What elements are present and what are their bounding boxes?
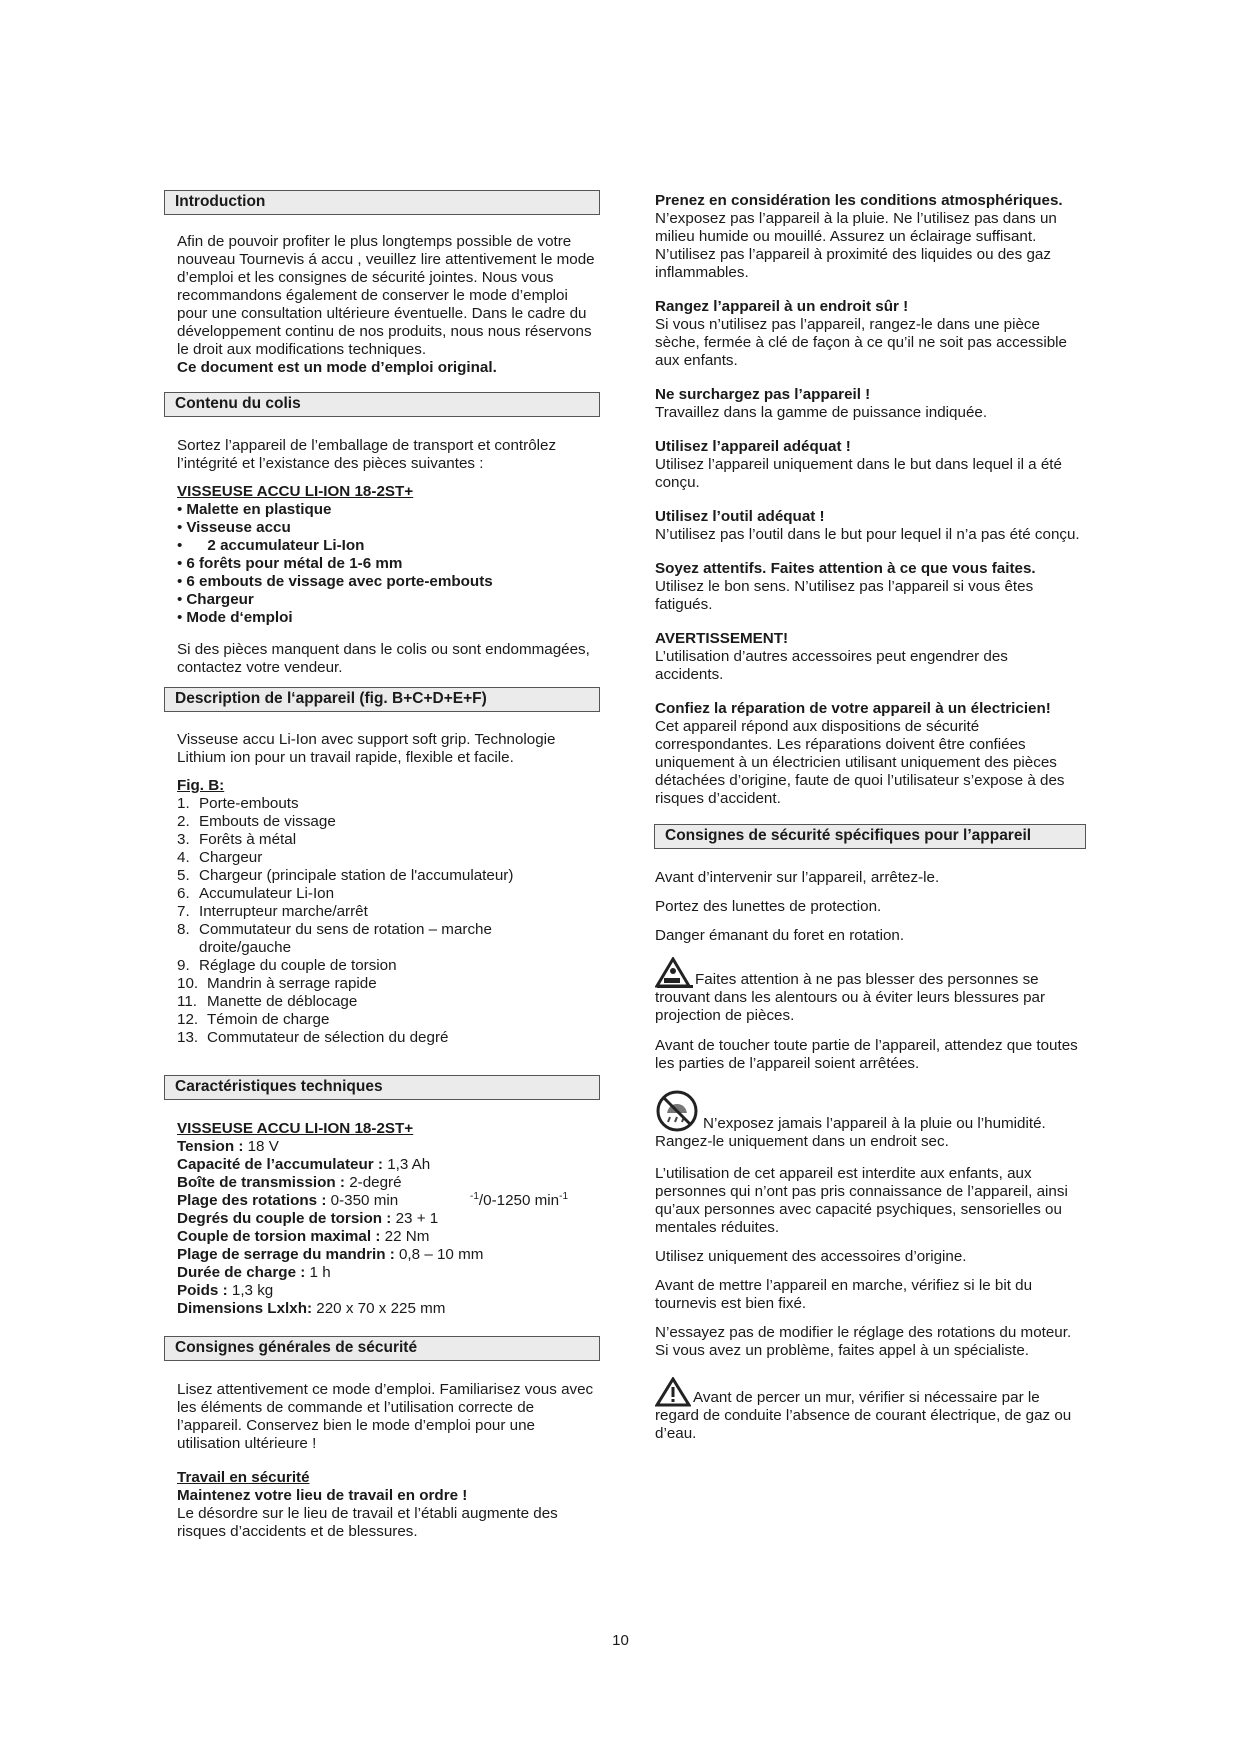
spec-row: Durée de charge : 1 h xyxy=(177,1264,331,1281)
safety-paragraph: AVERTISSEMENT! L’utilisation d’autres accessoires peut engendrer des accidents. xyxy=(655,630,1008,683)
safety-paragraph: Confiez la réparation de votre appareil à un électricien! Cet appareil répond aux dispositions de sécurité correspondantes. Les réparations doivent être confiées uniquement à un électricien utilisant uniquement des pièces détachées d’origine, faute de quoi l’utilisateur s’expose à des risques d’accident. xyxy=(655,700,1065,807)
specific-text: Avant de toucher toute partie de l’appareil, attendez que toutes les parties de l’appareil soient arrêtées. xyxy=(655,1037,1078,1072)
list-item: • 6 embouts de vissage avec porte-embouts xyxy=(177,573,600,591)
section-heading-general-safety: Consignes générales de sécurité xyxy=(164,1336,600,1361)
safe-work-text: Le désordre sur le lieu de travail et l’établi augmente des risques d’accidents et de blessures. xyxy=(177,1505,558,1540)
rotation-range-2: $^{-1}$/0-1250 $\min^{-1}$ xyxy=(470,1190,569,1209)
safe-work-subheading: Travail en sécurité xyxy=(177,1469,310,1486)
safe-work-bold: Maintenez votre lieu de travail en ordre ! xyxy=(177,1487,468,1504)
list-item: • Visseuse accu xyxy=(177,519,600,537)
spec-row: Poids : 1,3 kg xyxy=(177,1282,274,1299)
list-item: 1. Porte-embouts xyxy=(177,795,299,812)
safety-paragraph: Prenez en considération les conditions atmosphériques. N’exposez pas l’appareil à la pluie. Ne l’utilisez pas dans un milieu humide ou mouillé. Assurez un éclairage suffisant. N’utilisez pas l’appareil à proximité des liquides ou des gaz inflammables. xyxy=(655,192,1063,281)
list-item: • Chargeur xyxy=(177,591,600,609)
contents-product: VISSEUSE ACCU LI-ION 18-2ST+ xyxy=(177,483,414,500)
list-item: 4. Chargeur xyxy=(177,849,263,866)
specs-product: VISSEUSE ACCU LI-ION 18-2ST+ xyxy=(177,1120,414,1137)
figure-label: Fig. B: xyxy=(177,777,225,794)
list-item: 6. Accumulateur Li-Ion xyxy=(177,885,335,902)
general-safety-text: Lisez attentivement ce mode d’emploi. Familiarisez vous avec les éléments de commande et l’utilisation correcte de l’appareil. Conservez bien le mode d’emploi pour une utilisation ultérieure ! xyxy=(177,1381,594,1452)
list-item: 5. Chargeur (principale station de l'accumulateur) xyxy=(177,867,514,884)
safety-paragraph: Ne surchargez pas l’appareil ! Travaillez dans la gamme de puissance indiquée. xyxy=(655,386,988,421)
specific-text: L’utilisation de cet appareil est interdite aux enfants, aux personnes qui n’ont pas pris connaissance de l’appareil, ainsi qu’aux personnes avec capacité psychiques, sensorielles ou mentales réduites. xyxy=(655,1165,1068,1236)
list-item: 3. Forêts à métal xyxy=(177,831,297,848)
intro-text: Afin de pouvoir profiter le plus longtemps possible de votre nouveau Tournevis á accu , veuillez lire attentivement le mode d’emploi et les consignes de sécurité jointes. Nous vous recommandons également de conserver le mode d’emploi pour une consultation ultérieure éventuelle. Dans le cadre du développement continu de nos produits, nous nous réservons le droit aux modifications techniques. xyxy=(177,233,595,358)
spec-row: Couple de torsion maximal : 22 Nm xyxy=(177,1228,430,1245)
intro-bold-note: Ce document est un mode d’emploi original. xyxy=(177,359,497,376)
list-item: 2. Embouts de vissage xyxy=(177,813,336,830)
spec-row: Plage des rotations : 0-350 min $^{-1}$/0-1250 $\min^{-1}$ xyxy=(177,1190,569,1209)
spec-row: Dimensions Lxlxh: 220 x 70 x 225 mm xyxy=(177,1300,446,1317)
list-item: 10. Mandrin à serrage rapide xyxy=(177,975,377,992)
specific-safety-block xyxy=(655,869,1080,1443)
general-safety-block xyxy=(165,1381,600,1541)
list-item: 12. Témoin de charge xyxy=(177,1011,330,1028)
flying-debris-warning-icon xyxy=(655,957,695,989)
no-rain-icon xyxy=(655,1089,699,1133)
section-heading-introduction: Introduction xyxy=(164,190,600,215)
description-text: Visseuse accu Li-Ion avec support soft grip. Technologie Lithium ion pour un travail rapide, flexible et facile. xyxy=(177,731,556,766)
section-heading-contents: Contenu du colis xyxy=(164,392,600,417)
spec-row: Capacité de l’accumulateur : 1,3 Ah xyxy=(177,1156,431,1173)
safety-paragraph: Soyez attentifs. Faites attention à ce que vous faites. Utilisez le bon sens. N’utilisez pas l’appareil si vous êtes fatigués. xyxy=(655,560,1036,613)
specific-text-with-icon: N’exposez jamais l’appareil à la pluie ou l’humidité. Rangez-le uniquement dans un endroit sec. xyxy=(655,1089,1080,1151)
section-heading-specific-safety: Consignes de sécurité spécifiques pour l’appareil xyxy=(654,824,1086,849)
section-heading-description: Description de l‘appareil (fig. B+C+D+E+F) xyxy=(164,687,600,712)
list-item: 11. Manette de déblocage xyxy=(177,993,358,1010)
spec-row: Plage de serrage du mandrin : 0,8 – 10 mm xyxy=(177,1246,484,1263)
specific-text: Danger émanant du foret en rotation. xyxy=(655,927,905,944)
list-item: 9. Réglage du couple de torsion xyxy=(177,957,397,974)
list-item: 13. Commutateur de sélection du degré xyxy=(177,1029,449,1046)
description-block xyxy=(165,731,600,1047)
specific-text-with-icon: Avant de percer un mur, vérifier si nécessaire par le regard de conduite l’absence de courant électrique, de gaz ou d’eau. xyxy=(655,1377,1080,1443)
spec-row: Boîte de transmission : 2-degré xyxy=(177,1174,402,1191)
parts-list xyxy=(177,795,600,1047)
safety-paragraph: Utilisez l’outil adéquat ! N’utilisez pas l’outil dans le but pour lequel il n’a pas été conçu. xyxy=(655,508,1080,543)
spec-row: Tension : 18 V xyxy=(177,1138,279,1155)
list-item: 7. Interrupteur marche/arrêt xyxy=(177,903,368,920)
contents-list xyxy=(177,501,600,627)
list-item: • Malette en plastique xyxy=(177,501,600,519)
intro-block xyxy=(165,233,600,377)
spec-row: Degrés du couple de torsion : 23 + 1 xyxy=(177,1210,439,1227)
list-item: • 2 accumulateur Li-Ion xyxy=(177,537,600,555)
specs-block xyxy=(165,1120,600,1318)
list-item: 8. Commutateur du sens de rotation – marche droite/gauche xyxy=(177,921,492,956)
contents-outro: Si des pièces manquent dans le colis ou sont endommagées, contactez votre vendeur. xyxy=(177,641,590,676)
safety-paragraph: Rangez l’appareil à un endroit sûr ! Si vous n’utilisez pas l’appareil, rangez-le dans une pièce sèche, fermée à clé de façon à ce qu’il ne soit pas accessible aux enfants. xyxy=(655,298,1067,369)
specific-text: Utilisez uniquement des accessoires d’origine. xyxy=(655,1248,967,1265)
list-item: • 6 forêts pour métal de 1-6 mm xyxy=(177,555,600,573)
right-column xyxy=(655,192,1080,1443)
left-column xyxy=(165,190,600,1541)
contents-block xyxy=(165,437,600,677)
specific-text: N’essayez pas de modifier le réglage des rotations du moteur. Si vous avez un problème, faites appel à un spécialiste. xyxy=(655,1324,1072,1359)
specific-text-with-icon: Faites attention à ne pas blesser des personnes se trouvant dans les alentours ou à éviter leurs blessures par projection de pièces. xyxy=(655,957,1080,1025)
safety-paragraph: Utilisez l’appareil adéquat ! Utilisez l’appareil uniquement dans le but dans lequel il a été conçu. xyxy=(655,438,1062,491)
page-number: 10 xyxy=(612,1632,629,1649)
contents-intro: Sortez l’appareil de l’emballage de transport et contrôlez l’intégrité et l’existance des pièces suivantes : xyxy=(177,437,557,472)
list-item: • Mode d‘emploi xyxy=(177,609,600,627)
section-heading-specs: Caractéristiques techniques xyxy=(164,1075,600,1100)
warning-triangle-icon xyxy=(655,1377,691,1407)
specific-text: Avant de mettre l’appareil en marche, vérifiez si le bit du tournevis est bien fixé. xyxy=(655,1277,1033,1312)
specific-text: Avant d’intervenir sur l’appareil, arrêtez-le. xyxy=(655,869,940,886)
specific-text: Portez des lunettes de protection. xyxy=(655,898,882,915)
